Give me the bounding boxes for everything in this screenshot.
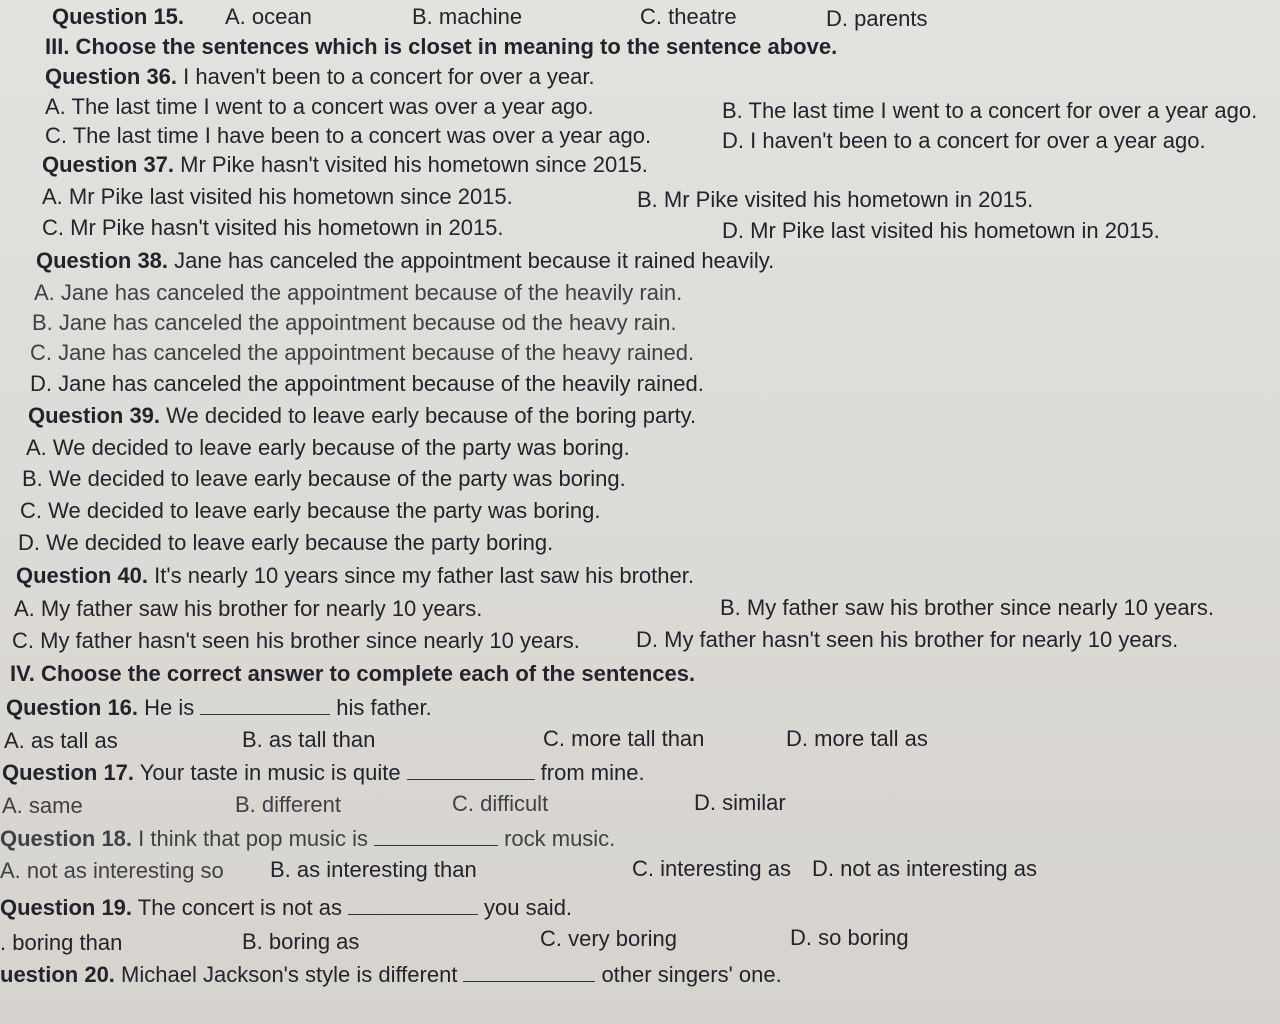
q39-stem: Question 39. We decided to leave early because of the boring party. <box>28 403 697 428</box>
q16-blank[interactable] <box>200 696 330 715</box>
q38-option-d[interactable]: D. Jane has canceled the appointment because of the heavily rained. <box>30 371 704 396</box>
q15-option-c[interactable]: C. theatre <box>640 4 737 29</box>
q36-option-a[interactable]: A. The last time I went to a concert was over a year ago. <box>45 94 594 119</box>
q37-option-d[interactable]: D. Mr Pike last visited his hometown in 2015. <box>722 218 1160 243</box>
q18-option-b[interactable]: B. as interesting than <box>270 857 477 882</box>
q37-option-c[interactable]: C. Mr Pike hasn't visited his hometown in 2015. <box>42 215 504 240</box>
q36-option-d[interactable]: D. I haven't been to a concert for over a year ago. <box>722 128 1206 153</box>
q40-option-c[interactable]: C. My father hasn't seen his brother since nearly 10 years. <box>12 628 580 653</box>
q19-blank[interactable] <box>348 896 478 915</box>
q17-option-c[interactable]: C. difficult <box>452 791 549 816</box>
q15-option-a[interactable]: A. ocean <box>225 4 312 29</box>
q16-option-c[interactable]: C. more tall than <box>543 726 705 751</box>
section-3-heading: III. Choose the sentences which is closet in meaning to the sentence above. <box>45 34 838 59</box>
q36-option-c[interactable]: C. The last time I have been to a concert was over a year ago. <box>45 123 652 148</box>
q39-option-b[interactable]: B. We decided to leave early because of the party was boring. <box>22 466 626 491</box>
q19-option-d[interactable]: D. so boring <box>790 925 909 950</box>
q16-option-a[interactable]: A. as tall as <box>4 728 118 753</box>
q40-option-d[interactable]: D. My father hasn't seen his brother for nearly 10 years. <box>636 627 1179 652</box>
q38-option-b[interactable]: B. Jane has canceled the appointment because od the heavy rain. <box>32 310 677 335</box>
q18-option-d[interactable]: D. not as interesting as <box>812 856 1038 881</box>
q36-option-b[interactable]: B. The last time I went to a concert for over a year ago. <box>722 98 1258 123</box>
q20-stem: uestion 20. Michael Jackson's style is different other singers' one. <box>0 962 782 987</box>
q37-stem: Question 37. Mr Pike hasn't visited his hometown since 2015. <box>42 152 648 177</box>
q40-option-b[interactable]: B. My father saw his brother since nearly 10 years. <box>720 595 1214 620</box>
q39-option-d[interactable]: D. We decided to leave early because the party boring. <box>18 530 554 555</box>
q38-option-a[interactable]: A. Jane has canceled the appointment because of the heavily rain. <box>34 280 683 305</box>
q19-option-b[interactable]: B. boring as <box>242 929 360 954</box>
q15-option-d[interactable]: D. parents <box>826 6 928 31</box>
q17-option-a[interactable]: A. same <box>2 793 83 818</box>
q18-option-a[interactable]: A. not as interesting so <box>0 858 224 883</box>
q19-stem: Question 19. The concert is not as you said. <box>0 895 573 920</box>
q38-option-c[interactable]: C. Jane has canceled the appointment because of the heavy rained. <box>30 340 695 365</box>
q17-option-d[interactable]: D. similar <box>694 790 786 815</box>
q40-option-a[interactable]: A. My father saw his brother for nearly 10 years. <box>14 596 483 621</box>
q19-option-a[interactable]: . boring than <box>0 930 123 955</box>
q19-option-c[interactable]: C. very boring <box>540 926 677 951</box>
q16-stem: Question 16. He is his father. <box>6 695 432 720</box>
q38-stem: Question 38. Jane has canceled the appointment because it rained heavily. <box>36 248 775 273</box>
q18-option-c[interactable]: C. interesting as <box>632 856 791 881</box>
q39-option-a[interactable]: A. We decided to leave early because of the party was boring. <box>26 435 630 460</box>
q15-option-b[interactable]: B. machine <box>412 4 523 29</box>
q37-option-a[interactable]: A. Mr Pike last visited his hometown since 2015. <box>42 184 513 209</box>
q18-blank[interactable] <box>374 827 498 846</box>
q16-option-d[interactable]: D. more tall as <box>786 726 928 751</box>
q17-option-b[interactable]: B. different <box>235 792 341 817</box>
section-4-heading: IV. Choose the correct answer to complete each of the sentences. <box>10 661 696 686</box>
q16-option-b[interactable]: B. as tall than <box>242 727 376 752</box>
q40-stem: Question 40. It's nearly 10 years since my father last saw his brother. <box>16 563 694 588</box>
q17-blank[interactable] <box>407 761 535 780</box>
q15-label: Question 15. <box>52 4 185 29</box>
q39-option-c[interactable]: C. We decided to leave early because the party was boring. <box>20 498 601 523</box>
q37-option-b[interactable]: B. Mr Pike visited his hometown in 2015. <box>637 187 1034 212</box>
q20-blank[interactable] <box>463 963 595 982</box>
q18-stem: Question 18. I think that pop music is rock music. <box>0 826 616 851</box>
q36-stem: Question 36. I haven't been to a concert for over a year. <box>45 64 595 89</box>
q17-stem: Question 17. Your taste in music is quite from mine. <box>2 760 645 785</box>
